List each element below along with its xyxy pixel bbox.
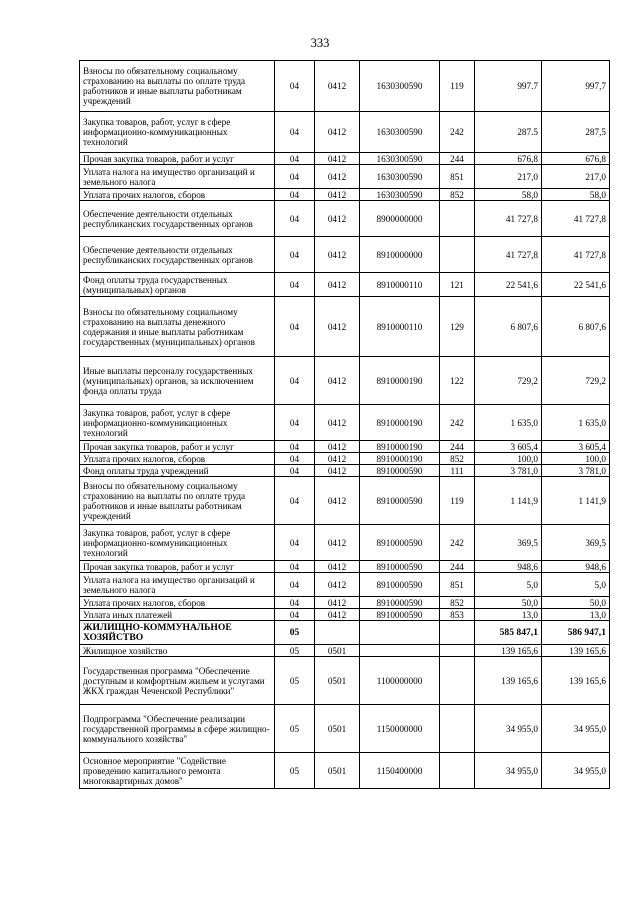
table-row	[80, 657, 610, 705]
section-code: 04	[275, 297, 315, 357]
target-item-code: 8910000000	[360, 237, 440, 273]
budget-table	[79, 60, 610, 789]
expense-type-code	[440, 705, 475, 753]
amount-1: 34 955,0	[475, 705, 542, 753]
amount-1: 13,0	[475, 609, 542, 621]
expense-type-code	[440, 621, 475, 645]
section-code: 04	[275, 441, 315, 453]
section-code: 04	[275, 357, 315, 405]
target-item-code: 1150000000	[360, 705, 440, 753]
amount-1: 676,8	[475, 153, 542, 165]
section-code: 04	[275, 273, 315, 297]
table-row	[80, 573, 610, 597]
amount-2: 139 165,6	[542, 657, 610, 705]
subsection-code: 0412	[315, 405, 360, 441]
expense-type-code: 852	[440, 189, 475, 201]
table-row	[80, 441, 610, 453]
table-row	[80, 753, 610, 789]
table-row	[80, 609, 610, 621]
section-code: 04	[275, 237, 315, 273]
amount-2: 3 605,4	[542, 441, 610, 453]
target-item-code: 1630300590	[360, 165, 440, 189]
amount-1: 585 847,1	[475, 621, 542, 645]
table-row	[80, 189, 610, 201]
expense-type-code: 851	[440, 165, 475, 189]
target-item-code: 8910000590	[360, 597, 440, 609]
target-item-code: 8910000110	[360, 297, 440, 357]
section-code: 04	[275, 573, 315, 597]
section-code: 04	[275, 453, 315, 465]
section-code: 04	[275, 477, 315, 525]
subsection-code: 0412	[315, 165, 360, 189]
section-code: 04	[275, 525, 315, 561]
target-item-code: 8910000590	[360, 525, 440, 561]
row-name: Прочая закупка товаров, работ и услуг	[80, 561, 275, 573]
amount-2: 369,5	[542, 525, 610, 561]
row-name: Уплата иных платежей	[80, 609, 275, 621]
amount-2: 676,8	[542, 153, 610, 165]
section-code: 04	[275, 609, 315, 621]
amount-2: 58,0	[542, 189, 610, 201]
table-row	[80, 477, 610, 525]
amount-2: 729,2	[542, 357, 610, 405]
expense-type-code: 122	[440, 357, 475, 405]
row-name: Фонд оплаты труда государственных (муниципальных) органов	[80, 273, 275, 297]
subsection-code: 0501	[315, 705, 360, 753]
amount-1: 3 605,4	[475, 441, 542, 453]
target-item-code: 8910000190	[360, 405, 440, 441]
section-code: 04	[275, 165, 315, 189]
table-row	[80, 201, 610, 237]
expense-type-code: 244	[440, 441, 475, 453]
amount-2: 50,0	[542, 597, 610, 609]
row-name: Закупка товаров, работ, услуг в сфере информационно-коммуникационных технологий	[80, 525, 275, 561]
target-item-code: 8910000590	[360, 609, 440, 621]
amount-2: 287,5	[542, 112, 610, 153]
table-row	[80, 357, 610, 405]
target-item-code: 1630300590	[360, 61, 440, 112]
section-code: 05	[275, 645, 315, 657]
row-name: Взносы по обязательному социальному страхованию на выплаты по оплате труда работников и иные выплаты работникам учреждений	[80, 61, 275, 112]
amount-1: 3 781,0	[475, 465, 542, 477]
subsection-code: 0412	[315, 61, 360, 112]
subsection-code: 0412	[315, 441, 360, 453]
amount-1: 287.5	[475, 112, 542, 153]
subsection-code: 0412	[315, 597, 360, 609]
row-name: Обеспечение деятельности отдельных республиканских государственных органов	[80, 201, 275, 237]
subsection-code: 0501	[315, 657, 360, 705]
target-item-code: 8910000590	[360, 465, 440, 477]
table-row	[80, 237, 610, 273]
amount-1: 139 165,6	[475, 645, 542, 657]
section-code: 04	[275, 61, 315, 112]
target-item-code	[360, 621, 440, 645]
expense-type-code: 853	[440, 609, 475, 621]
target-item-code: 8910000590	[360, 477, 440, 525]
target-item-code: 8910000190	[360, 453, 440, 465]
amount-1: 41 727,8	[475, 201, 542, 237]
table-row	[80, 561, 610, 573]
table-row	[80, 153, 610, 165]
section-code: 04	[275, 597, 315, 609]
target-item-code: 8910000190	[360, 357, 440, 405]
expense-type-code: 129	[440, 297, 475, 357]
subsection-code: 0412	[315, 573, 360, 597]
expense-type-code: 119	[440, 61, 475, 112]
table-row	[80, 525, 610, 561]
target-item-code: 8910000110	[360, 273, 440, 297]
table-row	[80, 465, 610, 477]
table-row	[80, 273, 610, 297]
expense-type-code: 242	[440, 525, 475, 561]
row-name: Уплата налога на имущество организаций и земельного налога	[80, 165, 275, 189]
table-row	[80, 297, 610, 357]
subsection-code: 0412	[315, 273, 360, 297]
amount-1: 217,0	[475, 165, 542, 189]
amount-2: 997,7	[542, 61, 610, 112]
expense-type-code: 242	[440, 112, 475, 153]
amount-1: 139 165,6	[475, 657, 542, 705]
expense-type-code	[440, 753, 475, 789]
amount-1: 1 635,0	[475, 405, 542, 441]
amount-2: 1 141,9	[542, 477, 610, 525]
amount-1: 997.7	[475, 61, 542, 112]
amount-2: 139 165,6	[542, 645, 610, 657]
amount-2: 34 955,0	[542, 705, 610, 753]
expense-type-code: 111	[440, 465, 475, 477]
row-name: Фонд оплаты труда учреждений	[80, 465, 275, 477]
row-name: Взносы по обязательному социальному страхованию на выплаты по оплате труда работников и иные выплаты работникам учреждений	[80, 477, 275, 525]
amount-2: 6 807,6	[542, 297, 610, 357]
amount-2: 41 727,8	[542, 237, 610, 273]
subsection-code: 0412	[315, 237, 360, 273]
amount-1: 1 141,9	[475, 477, 542, 525]
table-row	[80, 645, 610, 657]
amount-2: 3 781,0	[542, 465, 610, 477]
amount-1: 948,6	[475, 561, 542, 573]
row-name: Обеспечение деятельности отдельных республиканских государственных органов	[80, 237, 275, 273]
subsection-code: 0412	[315, 561, 360, 573]
target-item-code: 1630300590	[360, 189, 440, 201]
row-name: Иные выплаты персоналу государственных (муниципальных) органов, за исключением фонда оплаты труда	[80, 357, 275, 405]
expense-type-code: 851	[440, 573, 475, 597]
expense-type-code: 852	[440, 597, 475, 609]
amount-2: 1 635,0	[542, 405, 610, 441]
target-item-code: 8900000000	[360, 201, 440, 237]
expense-type-code: 852	[440, 453, 475, 465]
table-row	[80, 61, 610, 112]
amount-1: 58,0	[475, 189, 542, 201]
row-name: Уплата прочих налогов, сборов	[80, 189, 275, 201]
target-item-code: 8910000590	[360, 573, 440, 597]
row-name: Уплата налога на имущество организаций и земельного налога	[80, 573, 275, 597]
row-name: Уплата прочих налогов, сборов	[80, 453, 275, 465]
amount-1: 41 727,8	[475, 237, 542, 273]
amount-2: 217,0	[542, 165, 610, 189]
row-name: Прочая закупка товаров, работ и услуг	[80, 153, 275, 165]
target-item-code: 1630300590	[360, 112, 440, 153]
amount-2: 13,0	[542, 609, 610, 621]
subsection-code: 0412	[315, 525, 360, 561]
target-item-code	[360, 645, 440, 657]
section-code: 05	[275, 705, 315, 753]
target-item-code: 1150400000	[360, 753, 440, 789]
subsection-code: 0412	[315, 453, 360, 465]
section-code: 04	[275, 201, 315, 237]
table-row	[80, 405, 610, 441]
amount-2: 34 955,0	[542, 753, 610, 789]
subsection-code	[315, 621, 360, 645]
subsection-code: 0412	[315, 153, 360, 165]
expense-type-code: 121	[440, 273, 475, 297]
subsection-code: 0412	[315, 189, 360, 201]
row-name: Закупка товаров, работ, услуг в сфере информационно-коммуникационных технологий	[80, 112, 275, 153]
amount-1: 22 541,6	[475, 273, 542, 297]
amount-2: 22 541,6	[542, 273, 610, 297]
row-name: Государственная программа "Обеспечение доступным и комфортным жильем и услугами ЖКХ граждан Чеченской Республики"	[80, 657, 275, 705]
subsection-code: 0412	[315, 357, 360, 405]
amount-1: 729,2	[475, 357, 542, 405]
expense-type-code: 119	[440, 477, 475, 525]
amount-2: 5,0	[542, 573, 610, 597]
section-code: 05	[275, 657, 315, 705]
amount-1: 34 955,0	[475, 753, 542, 789]
subsection-code: 0501	[315, 645, 360, 657]
row-name: Подпрограмма "Обеспечение реализации государственной программы в сфере жилищно-коммунального хозяйства"	[80, 705, 275, 753]
row-name: Прочая закупка товаров, работ и услуг	[80, 441, 275, 453]
section-code: 05	[275, 753, 315, 789]
amount-2: 948,6	[542, 561, 610, 573]
row-name: Основное мероприятие "Содействие проведению капитального ремонта многоквартирных домов"	[80, 753, 275, 789]
expense-type-code	[440, 657, 475, 705]
target-item-code: 8910000190	[360, 441, 440, 453]
section-code: 05	[275, 621, 315, 645]
section-code: 04	[275, 189, 315, 201]
subsection-code: 0412	[315, 609, 360, 621]
expense-type-code: 244	[440, 561, 475, 573]
amount-1: 369,5	[475, 525, 542, 561]
table-row	[80, 165, 610, 189]
subsection-code: 0412	[315, 112, 360, 153]
expense-type-code: 242	[440, 405, 475, 441]
target-item-code: 8910000590	[360, 561, 440, 573]
section-code: 04	[275, 465, 315, 477]
target-item-code: 1630300590	[360, 153, 440, 165]
row-name: ЖИЛИЩНО-КОММУНАЛЬНОЕ ХОЗЯЙСТВО	[80, 621, 275, 645]
subsection-code: 0412	[315, 201, 360, 237]
amount-1: 50,0	[475, 597, 542, 609]
section-code: 04	[275, 405, 315, 441]
amount-2: 586 947,1	[542, 621, 610, 645]
table-row	[80, 597, 610, 609]
table-row	[80, 621, 610, 645]
section-code: 04	[275, 561, 315, 573]
section-code: 04	[275, 153, 315, 165]
subsection-code: 0412	[315, 465, 360, 477]
subsection-code: 0412	[315, 297, 360, 357]
subsection-code: 0501	[315, 753, 360, 789]
amount-2: 41 727,8	[542, 201, 610, 237]
row-name: Закупка товаров, работ, услуг в сфере информационно-коммуникационных технологий	[80, 405, 275, 441]
section-code: 04	[275, 112, 315, 153]
amount-1: 6 807,6	[475, 297, 542, 357]
target-item-code: 1100000000	[360, 657, 440, 705]
expense-type-code: 244	[440, 153, 475, 165]
expense-type-code	[440, 645, 475, 657]
amount-2: 100,0	[542, 453, 610, 465]
row-name: Уплата прочих налогов, сборов	[80, 597, 275, 609]
amount-1: 5,0	[475, 573, 542, 597]
table-row	[80, 112, 610, 153]
page-number: 333	[310, 36, 330, 50]
subsection-code: 0412	[315, 477, 360, 525]
expense-type-code	[440, 201, 475, 237]
row-name: Жилищное хозяйство	[80, 645, 275, 657]
expense-type-code	[440, 237, 475, 273]
table-row	[80, 705, 610, 753]
amount-1: 100,0	[475, 453, 542, 465]
table-row	[80, 453, 610, 465]
row-name: Взносы по обязательному социальному страхованию на выплаты денежного содержания и иные выплаты работникам государственных (муниципальных) органов	[80, 297, 275, 357]
